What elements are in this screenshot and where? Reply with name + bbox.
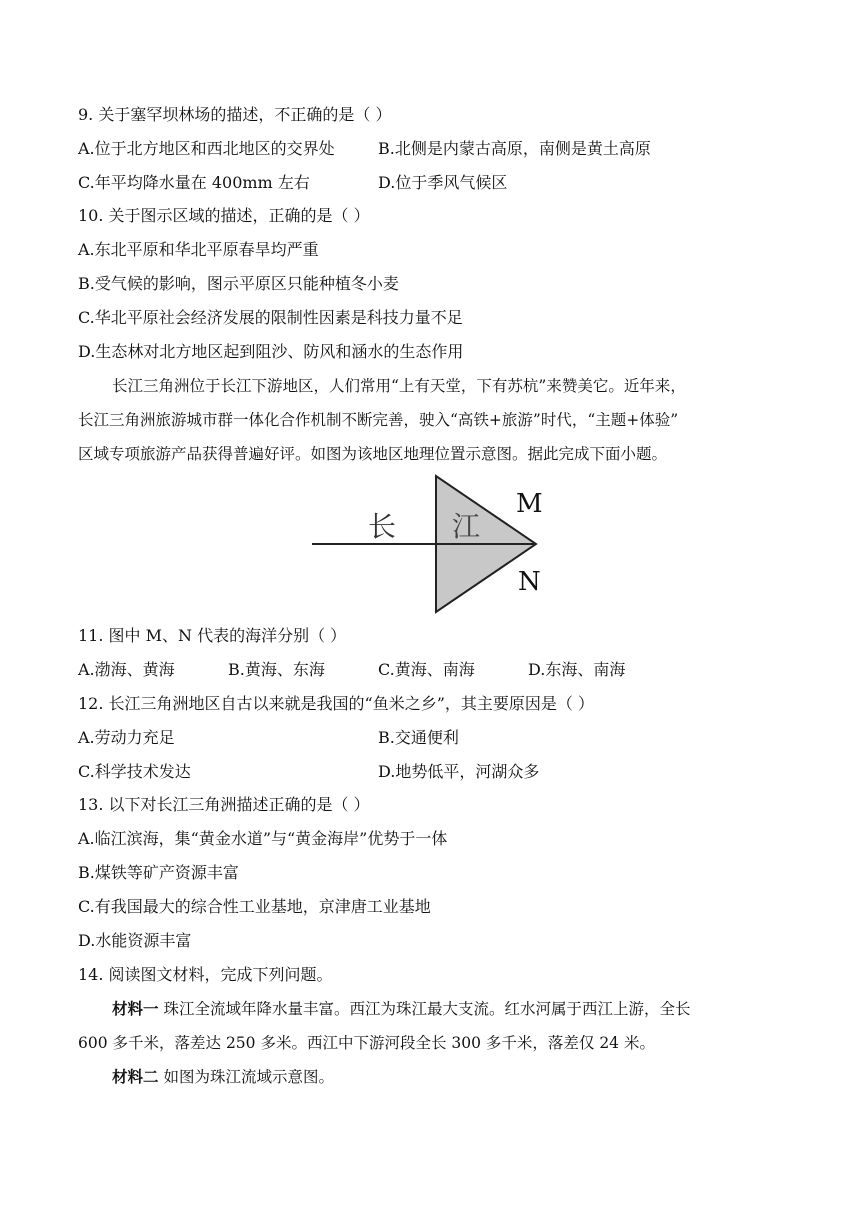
q12-option-c: C.科学技术发达 bbox=[78, 762, 191, 781]
q13-option-c: C.有我国最大的综合性工业基地，京津唐工业基地 bbox=[78, 897, 431, 916]
passage-line-2: 长江三角洲旅游城市群一体化合作机制不断完善，驶入“高铁+旅游”时代，“主题+体验” bbox=[78, 411, 679, 429]
q14-stem: 14. 阅读图文材料，完成下列问题。 bbox=[78, 965, 333, 984]
q9-option-c: C.年平均降水量在 400mm 左右 bbox=[78, 173, 310, 192]
q10-option-d: D.生态林对北方地区起到阻沙、防风和涵水的生态作用 bbox=[78, 342, 464, 361]
q11-stem: 11. 图中 M、N 代表的海洋分别（ ） bbox=[78, 626, 347, 645]
label-jiang: 江 bbox=[452, 510, 481, 543]
material-2-text: 如图为珠江流域示意图。 bbox=[163, 1068, 334, 1086]
q13-stem: 13. 以下对长江三角洲描述正确的是（ ） bbox=[78, 795, 370, 814]
material-1-line-2: 600 多千米，落差达 250 多米。西江中下游河段全长 300 多千米，落差仅 24 米。 bbox=[78, 1034, 655, 1052]
q12-option-a: A.劳动力充足 bbox=[78, 728, 175, 747]
q9-option-d: D.位于季风气候区 bbox=[378, 173, 508, 192]
q12-option-b: B.交通便利 bbox=[378, 728, 459, 747]
q10-stem: 10. 关于图示区域的描述，正确的是（ ） bbox=[78, 206, 370, 225]
q13-option-b: B.煤铁等矿产资源丰富 bbox=[78, 863, 239, 882]
q13-option-a: A.临江滨海，集“黄金水道”与“黄金海岸”优势于一体 bbox=[78, 829, 448, 848]
q12-option-d: D.地势低平，河湖众多 bbox=[378, 762, 540, 781]
yangtze-delta-diagram bbox=[300, 470, 560, 620]
q11-option-a: A.渤海、黄海 bbox=[78, 660, 175, 679]
material-1-text-1: 珠江全流域年降水量丰富。西江为珠江最大支流。红水河属于西江上游，全长 bbox=[163, 1000, 691, 1018]
q9-stem: 9. 关于塞罕坝林场的描述，不正确的是（ ） bbox=[78, 105, 392, 124]
material-1-label: 材料一 bbox=[112, 999, 159, 1018]
q10-option-a: A.东北平原和华北平原春旱均严重 bbox=[78, 240, 319, 259]
label-m: M bbox=[516, 489, 543, 519]
q9-option-a: A.位于北方地区和西北地区的交界处 bbox=[78, 139, 335, 158]
q10-option-c: C.华北平原社会经济发展的限制性因素是科技力量不足 bbox=[78, 308, 463, 327]
passage-line-3: 区域专项旅游产品获得普遍好评。如图为该地区地理位置示意图。据此完成下面小题。 bbox=[78, 445, 668, 463]
passage-line-1: 长江三角洲位于长江下游地区，人们常用“上有天堂，下有苏杭”来赞美它。近年来， bbox=[112, 377, 686, 395]
q12-stem: 12. 长江三角洲地区自古以来就是我国的“鱼米之乡”，其主要原因是（ ） bbox=[78, 694, 594, 713]
q11-option-c: C.黄海、南海 bbox=[378, 660, 475, 679]
label-n: N bbox=[518, 567, 541, 597]
q9-option-b: B.北侧是内蒙古高原，南侧是黄土高原 bbox=[378, 139, 651, 158]
q11-option-b: B.黄海、东海 bbox=[228, 660, 325, 679]
material-2-line bbox=[112, 1066, 802, 1088]
q13-option-d: D.水能资源丰富 bbox=[78, 931, 192, 950]
label-chang: 长 bbox=[368, 510, 397, 543]
material-1-line-1 bbox=[112, 998, 802, 1020]
q10-option-b: B.受气候的影响，图示平原区只能种植冬小麦 bbox=[78, 274, 399, 293]
material-2-label: 材料二 bbox=[112, 1067, 159, 1086]
q11-option-d: D.东海、南海 bbox=[528, 660, 626, 679]
